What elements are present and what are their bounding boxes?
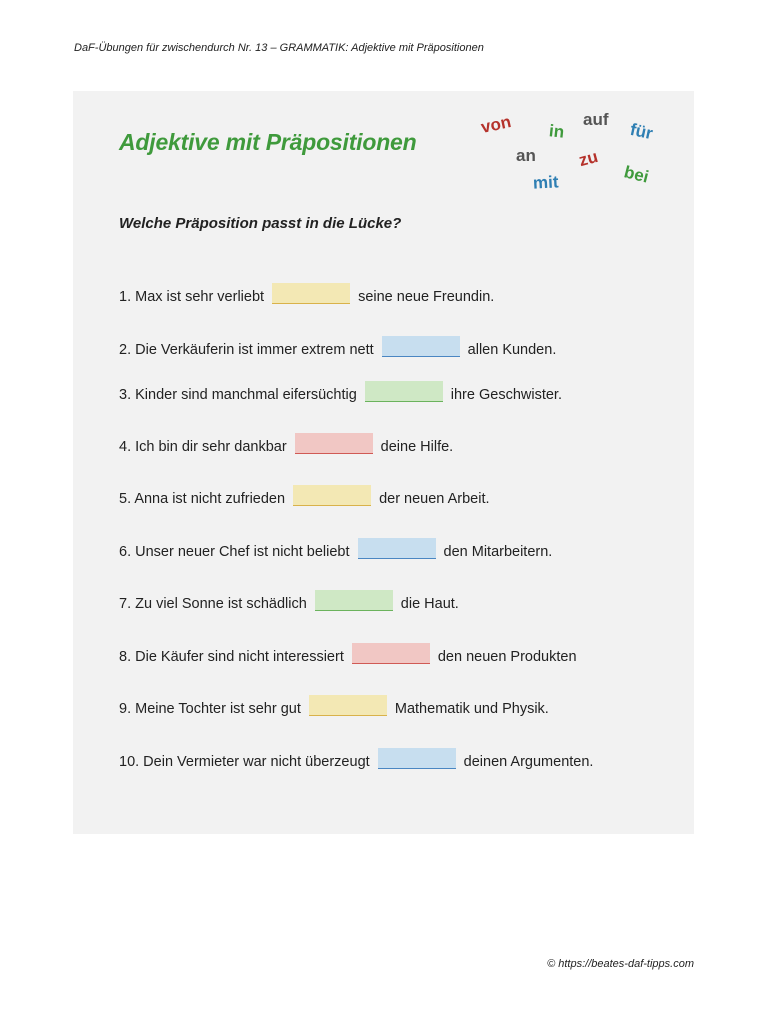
exercise-text-before: 6. Unser neuer Chef ist nicht beliebt (119, 543, 350, 560)
cloud-word-von: von (479, 112, 513, 137)
exercise-text-after: seine neue Freundin. (358, 288, 495, 305)
exercise-text-after: deinen Argumenten. (463, 753, 594, 770)
exercise-text-after: den neuen Produkten (437, 648, 577, 665)
exercise-text-after: den Mitarbeitern. (443, 543, 553, 560)
answer-gap[interactable] (378, 748, 456, 769)
answer-gap[interactable] (358, 538, 436, 559)
answer-gap[interactable] (315, 590, 393, 611)
exercise-row (119, 698, 549, 719)
answer-gap[interactable] (365, 381, 443, 402)
cloud-word-mit: mit (532, 172, 559, 193)
exercise-row (119, 751, 593, 772)
page-header: DaF-Übungen für zwischendurch Nr. 13 – GRAMMATIK: Adjektive mit Präpositionen (74, 42, 484, 54)
cloud-word-fuer: für (628, 119, 655, 144)
exercise-text-after: ihre Geschwister. (450, 386, 562, 403)
exercise-panel (73, 91, 694, 834)
page-footer-copyright: © https://beates-daf-tipps.com (547, 958, 694, 970)
exercise-text-before: 2. Die Verkäuferin ist immer extrem nett (119, 341, 374, 358)
exercise-text-after: allen Kunden. (467, 341, 557, 358)
answer-gap[interactable] (295, 433, 373, 454)
answer-gap[interactable] (309, 695, 387, 716)
exercise-text-before: 1. Max ist sehr verliebt (119, 288, 265, 305)
exercise-text-before: 5. Anna ist nicht zufrieden (119, 490, 286, 507)
worksheet-title: Adjektive mit Präpositionen (119, 129, 417, 155)
exercise-text-after: die Haut. (400, 595, 459, 612)
exercise-text-before: 10. Dein Vermieter war nicht überzeugt (119, 753, 370, 770)
answer-gap[interactable] (352, 643, 430, 664)
exercise-text-before: 7. Zu viel Sonne ist schädlich (119, 595, 307, 612)
exercise-text-before: 4. Ich bin dir sehr dankbar (119, 438, 287, 455)
cloud-word-auf: auf (583, 110, 609, 129)
cloud-word-an: an (516, 146, 536, 165)
exercise-text-after: Mathematik und Physik. (394, 700, 549, 717)
exercise-row (119, 593, 459, 614)
instruction-question: Welche Präposition passt in die Lücke? (119, 215, 402, 232)
cloud-word-in: in (548, 121, 566, 142)
exercise-text-before: 8. Die Käufer sind nicht interessiert (119, 648, 344, 665)
exercise-row (119, 488, 490, 509)
exercise-row (119, 541, 552, 562)
exercise-row (119, 286, 494, 307)
exercise-row (119, 646, 577, 667)
exercise-text-before: 9. Meine Tochter ist sehr gut (119, 700, 301, 717)
exercise-row (119, 436, 453, 457)
cloud-word-zu: zu (576, 146, 600, 171)
exercise-row (119, 384, 562, 405)
exercise-text-after: deine Hilfe. (380, 438, 454, 455)
cloud-word-bei: bei (622, 162, 651, 187)
exercise-text-after: der neuen Arbeit. (379, 490, 490, 507)
answer-gap[interactable] (272, 283, 350, 304)
answer-gap[interactable] (293, 485, 371, 506)
exercise-row (119, 339, 556, 360)
exercise-text-before: 3. Kinder sind manchmal eifersüchtig (119, 386, 357, 403)
answer-gap[interactable] (382, 336, 460, 357)
